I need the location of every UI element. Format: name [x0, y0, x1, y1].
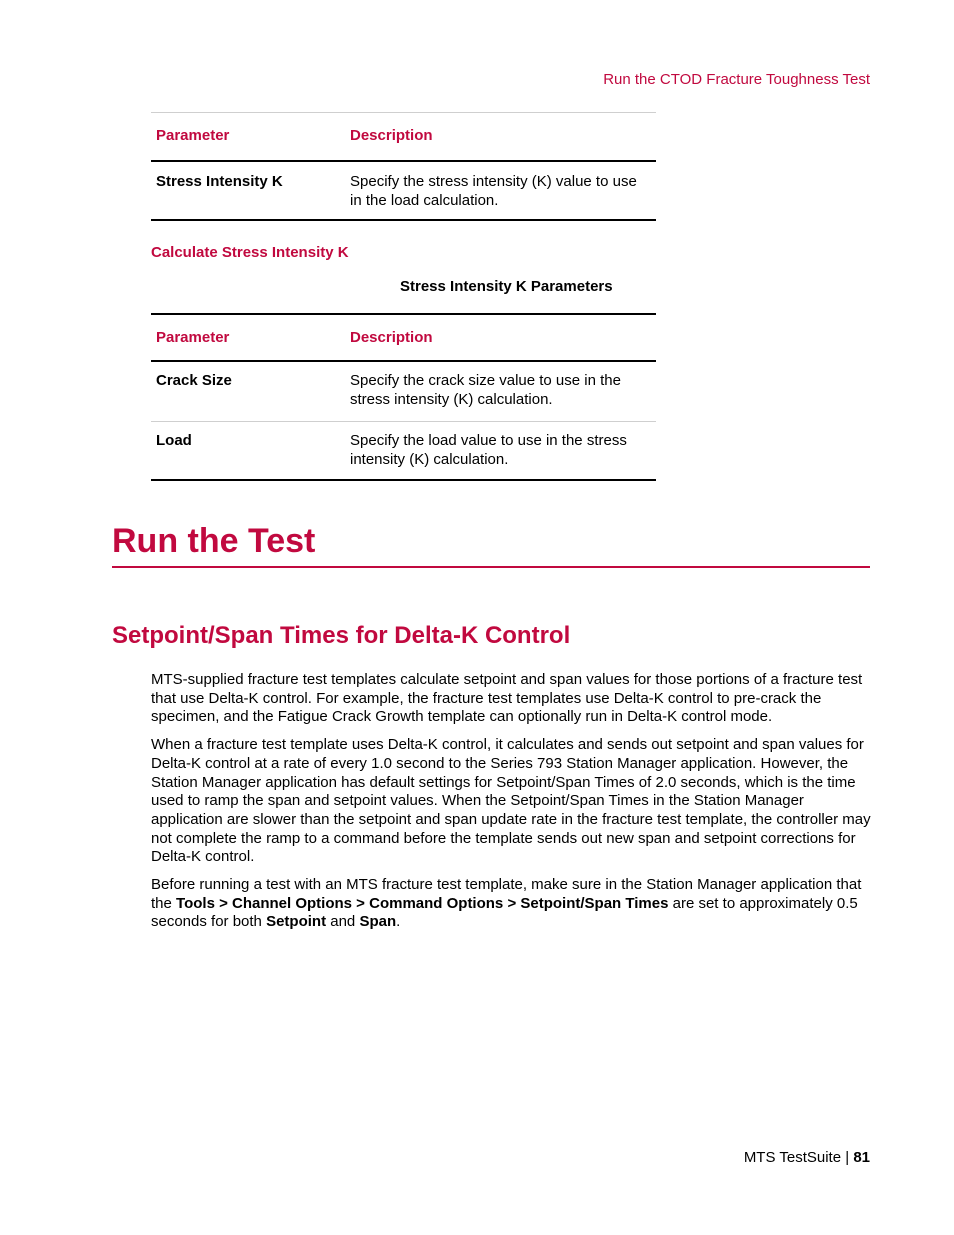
parameter-cell: Stress Intensity K	[156, 172, 283, 190]
title-divider	[112, 566, 870, 568]
paragraph	[151, 876, 871, 932]
table-row	[151, 161, 656, 220]
column-header-parameter: Parameter	[156, 127, 230, 144]
column-header-description: Description	[350, 329, 433, 346]
paragraph: MTS-supplied fracture test templates calculate setpoint and span values for those portions of a fracture test that use Delta-K control. For example, the fracture test templates use Delta-K control to pre-crack the specimen, and the Fatigue Crack Growth template can optionally run in Delta-K control mode.	[151, 671, 863, 726]
table-row	[151, 361, 656, 421]
paragraph-text: .	[396, 913, 401, 931]
paragraph-text: are set to approximately 0.5 seconds for both	[151, 894, 858, 931]
column-header-parameter: Parameter	[156, 329, 230, 346]
paragraph-text: Before running a test with an MTS fracture test template, make sure in the Station Manager application that the	[151, 876, 862, 912]
page-number: 81	[853, 1149, 870, 1166]
table-header-row	[151, 314, 656, 361]
column-header-description: Description	[350, 127, 433, 144]
stress-intensity-table	[151, 112, 656, 221]
span-term: Span	[359, 913, 397, 931]
paragraph: When a fracture test template uses Delta-K control, it calculates and sends out setpoint and span values for Delta-K control at a rate of every 1.0 second to the Series 793 Station Manager application. However, the Station Manager application has default settings for Setpoint/Span Times of 2.0 seconds, which is the time used to ramp the span and setpoint values. When the Setpoint/Span Times in the Station Manager application are slower than the setpoint and span update rate in the fracture test template, the controller may not complete the ramp to a command before the template sends out new span and setpoint corrections for Delta-K control.	[151, 736, 871, 866]
section-heading: Setpoint/Span Times for Delta-K Control	[112, 622, 571, 649]
menu-path: Tools > Channel Options > Command Options > Setpoint/Span Times	[176, 894, 669, 912]
table-header-row	[151, 113, 656, 161]
description-cell: Specify the crack size value to use in the stress intensity (K) calculation.	[350, 372, 621, 408]
calculate-heading: Calculate Stress Intensity K	[151, 244, 349, 261]
parameter-cell: Crack Size	[156, 372, 232, 389]
description-cell: Specify the load value to use in the stress intensity (K) calculation.	[350, 431, 627, 468]
table-row	[151, 421, 656, 480]
stress-intensity-parameters-table	[151, 313, 656, 481]
table-caption: Stress Intensity K Parameters	[400, 278, 613, 295]
product-name: MTS TestSuite |	[743, 1149, 854, 1166]
setpoint-term: Setpoint	[266, 913, 327, 931]
running-header: Run the CTOD Fracture Toughness Test	[603, 71, 870, 88]
parameter-cell: Load	[156, 431, 192, 449]
page-footer	[744, 1149, 870, 1166]
paragraph-text: and	[326, 913, 360, 931]
description-cell: Specify the stress intensity (K) value to use in the load calculation.	[350, 172, 637, 209]
body-text	[151, 671, 871, 941]
page-title: Run the Test	[112, 522, 316, 560]
